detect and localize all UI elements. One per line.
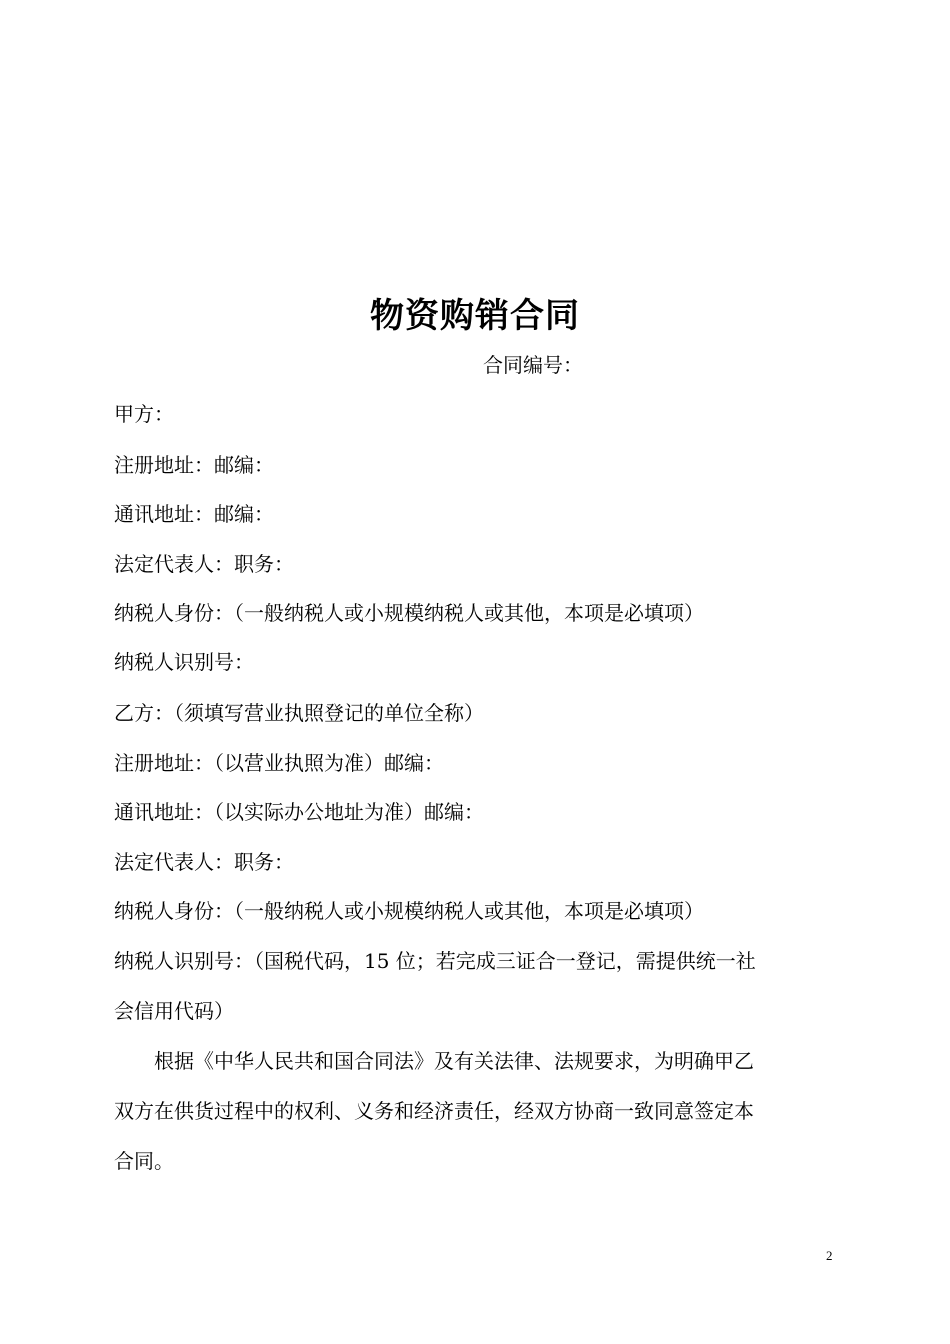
party-b-taxpayer-id-line2: 会信用代码） — [114, 999, 234, 1023]
contract-title: 物资购销合同 — [370, 296, 580, 336]
preamble-line-3: 合同。 — [114, 1149, 174, 1173]
party-a-legal-representative: 法定代表人：职务： — [114, 552, 294, 576]
party-b-registered-address: 注册地址：（以营业执照为准）邮编： — [114, 751, 444, 775]
party-b-mailing-address: 通讯地址：（以实际办公地址为准）邮编： — [114, 800, 484, 824]
party-b-label: 乙方：（须填写营业执照登记的单位全称） — [114, 701, 484, 725]
preamble-line-1: 根据《中华人民共和国合同法》及有关法律、法规要求，为明确甲乙 — [114, 1049, 754, 1073]
party-a-mailing-address: 通讯地址：邮编： — [114, 502, 274, 526]
party-a-taxpayer-identity: 纳税人身份：（一般纳税人或小规模纳税人或其他，本项是必填项） — [114, 601, 704, 625]
party-b-taxpayer-id-line1: 纳税人识别号：（国税代码，15 位；若完成三证合一登记，需提供统一社 — [114, 949, 756, 973]
party-a-taxpayer-id: 纳税人识别号： — [114, 650, 254, 674]
party-a-registered-address: 注册地址：邮编： — [114, 453, 274, 477]
preamble-line-2: 双方在供货过程中的权利、义务和经济责任，经双方协商一致同意签定本 — [114, 1099, 754, 1123]
page-number: 2 — [826, 1248, 833, 1263]
contract-number-label: 合同编号： — [483, 353, 583, 377]
party-b-legal-representative: 法定代表人：职务： — [114, 850, 294, 874]
party-b-taxpayer-identity: 纳税人身份：（一般纳税人或小规模纳税人或其他，本项是必填项） — [114, 899, 704, 923]
party-a-label: 甲方： — [114, 402, 174, 426]
